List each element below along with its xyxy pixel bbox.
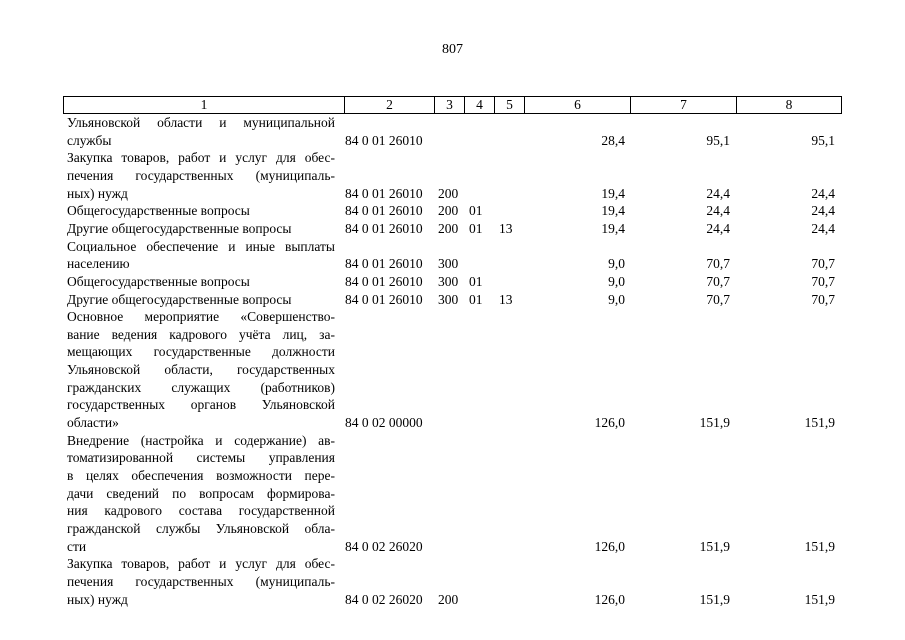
row-col3: 200 [438,591,459,607]
table-row [0,220,905,238]
table-row [0,273,905,291]
row-value-col7: 24,4 [706,203,730,219]
row-col3: 200 [438,185,459,201]
row-value-col7: 24,4 [706,220,730,236]
row-value-col6: 9,0 [608,291,625,307]
row-value-col6: 9,0 [608,256,625,272]
row-name: Общегосударственные вопросы [67,273,250,289]
row-code: 84 0 02 26020 [345,591,423,607]
row-name: Основное мероприятие «Совершенство- [67,309,335,325]
table-row [0,185,905,203]
table-row [0,114,905,132]
table-row [0,361,905,379]
header-cell: 2 [344,97,434,113]
row-name: государственных органов Ульяновской [67,397,335,413]
table-row [0,502,905,520]
row-value-col7: 151,9 [699,415,730,431]
row-code: 84 0 01 26010 [345,203,423,219]
table-row [0,238,905,256]
header-cell: 3 [434,97,464,113]
row-code: 84 0 01 26010 [345,220,423,236]
row-value-col6: 19,4 [601,203,625,219]
row-col3: 300 [438,273,459,289]
row-value-col8: 70,7 [811,256,835,272]
row-col3: 300 [438,291,459,307]
table-row [0,414,905,432]
table-row [0,467,905,485]
table-row [0,449,905,467]
row-value-col7: 70,7 [706,273,730,289]
row-col3: 200 [438,220,459,236]
row-name: Внедрение (настройка и содержание) ав- [67,432,335,448]
row-code: 84 0 02 00000 [345,415,423,431]
table-row [0,167,905,185]
row-col3: 200 [438,203,459,219]
row-value-col6: 126,0 [594,591,625,607]
table-row [0,291,905,309]
table-row [0,132,905,150]
table-row [0,326,905,344]
row-value-col7: 151,9 [699,591,730,607]
row-value-col8: 151,9 [804,415,835,431]
table-row [0,255,905,273]
row-name: Ульяновской области, государственных [67,362,335,378]
row-value-col7: 24,4 [706,185,730,201]
row-name: Социальное обеспечение и иные выплаты [67,238,335,254]
row-name: сти [67,538,87,554]
row-code: 84 0 01 26010 [345,291,423,307]
row-name: мещающих государственные должности [67,344,335,360]
row-value-col7: 95,1 [706,132,730,148]
row-name: томатизированной системы управления [67,450,335,466]
row-name: Другие общегосударственные вопросы [67,220,292,236]
row-value-col8: 70,7 [811,273,835,289]
row-value-col8: 151,9 [804,538,835,554]
row-col5: 13 [499,220,513,236]
table-row [0,520,905,538]
table-row [0,343,905,361]
row-value-col6: 126,0 [594,415,625,431]
table-header [63,96,842,114]
row-value-col7: 151,9 [699,538,730,554]
row-name: ния кадрового состава государственной [67,503,335,519]
page-number: 807 [442,42,463,57]
row-name: в целях обеспечения возможности пере- [67,468,335,483]
row-name: ных) нужд [67,185,128,201]
header-cell: 7 [630,97,736,113]
row-col5: 13 [499,291,513,307]
row-name: Общегосударственные вопросы [67,203,250,219]
table-row [0,591,905,609]
table-row [0,538,905,556]
row-name: гражданской службы Ульяновской обла- [67,520,335,536]
row-col4: 01 [469,220,483,236]
header-cell: 5 [494,97,524,113]
row-name: печения государственных (муниципаль- [67,167,335,183]
row-value-col6: 9,0 [608,273,625,289]
row-code: 84 0 01 26010 [345,185,423,201]
row-value-col8: 24,4 [811,185,835,201]
row-code: 84 0 01 26010 [345,273,423,289]
header-cell: 4 [464,97,494,113]
row-name: населению [67,256,130,272]
row-value-col6: 19,4 [601,185,625,201]
row-value-col6: 28,4 [601,132,625,148]
row-name: вание ведения кадрового учёта лиц, за- [67,326,335,342]
row-col4: 01 [469,291,483,307]
row-name: службы [67,132,112,148]
table-row [0,379,905,397]
table-row [0,573,905,591]
row-value-col8: 24,4 [811,203,835,219]
table-row [0,202,905,220]
row-col3: 300 [438,256,459,272]
row-value-col7: 70,7 [706,291,730,307]
row-name: Другие общегосударственные вопросы [67,291,292,307]
row-name: ных) нужд [67,591,128,607]
row-name: области» [67,415,119,431]
row-col4: 01 [469,203,483,219]
row-code: 84 0 01 26010 [345,132,423,148]
header-cell: 8 [736,97,841,113]
row-name: Закупка товаров, работ и услуг для обес- [67,556,335,572]
table-row [0,308,905,326]
row-name: гражданских служащих (работников) [67,379,335,395]
table-row [0,485,905,503]
row-code: 84 0 01 26010 [345,256,423,272]
row-value-col8: 70,7 [811,291,835,307]
row-col4: 01 [469,273,483,289]
row-value-col8: 95,1 [811,132,835,148]
row-value-col7: 70,7 [706,256,730,272]
header-cell: 1 [200,97,208,112]
table-row [0,432,905,450]
row-name: Ульяновской области и муниципальной [67,115,335,130]
row-value-col8: 24,4 [811,220,835,236]
row-name: Закупка товаров, работ и услуг для обес- [67,150,335,166]
row-value-col8: 151,9 [804,591,835,607]
row-code: 84 0 02 26020 [345,538,423,554]
row-value-col6: 19,4 [601,220,625,236]
row-value-col6: 126,0 [594,538,625,554]
table-row [0,555,905,573]
header-cell: 6 [524,97,630,113]
row-name: дачи сведений по вопросам формирова- [67,485,335,501]
table-row [0,396,905,414]
row-name: печения государственных (муниципаль- [67,573,335,589]
table-row [0,149,905,167]
